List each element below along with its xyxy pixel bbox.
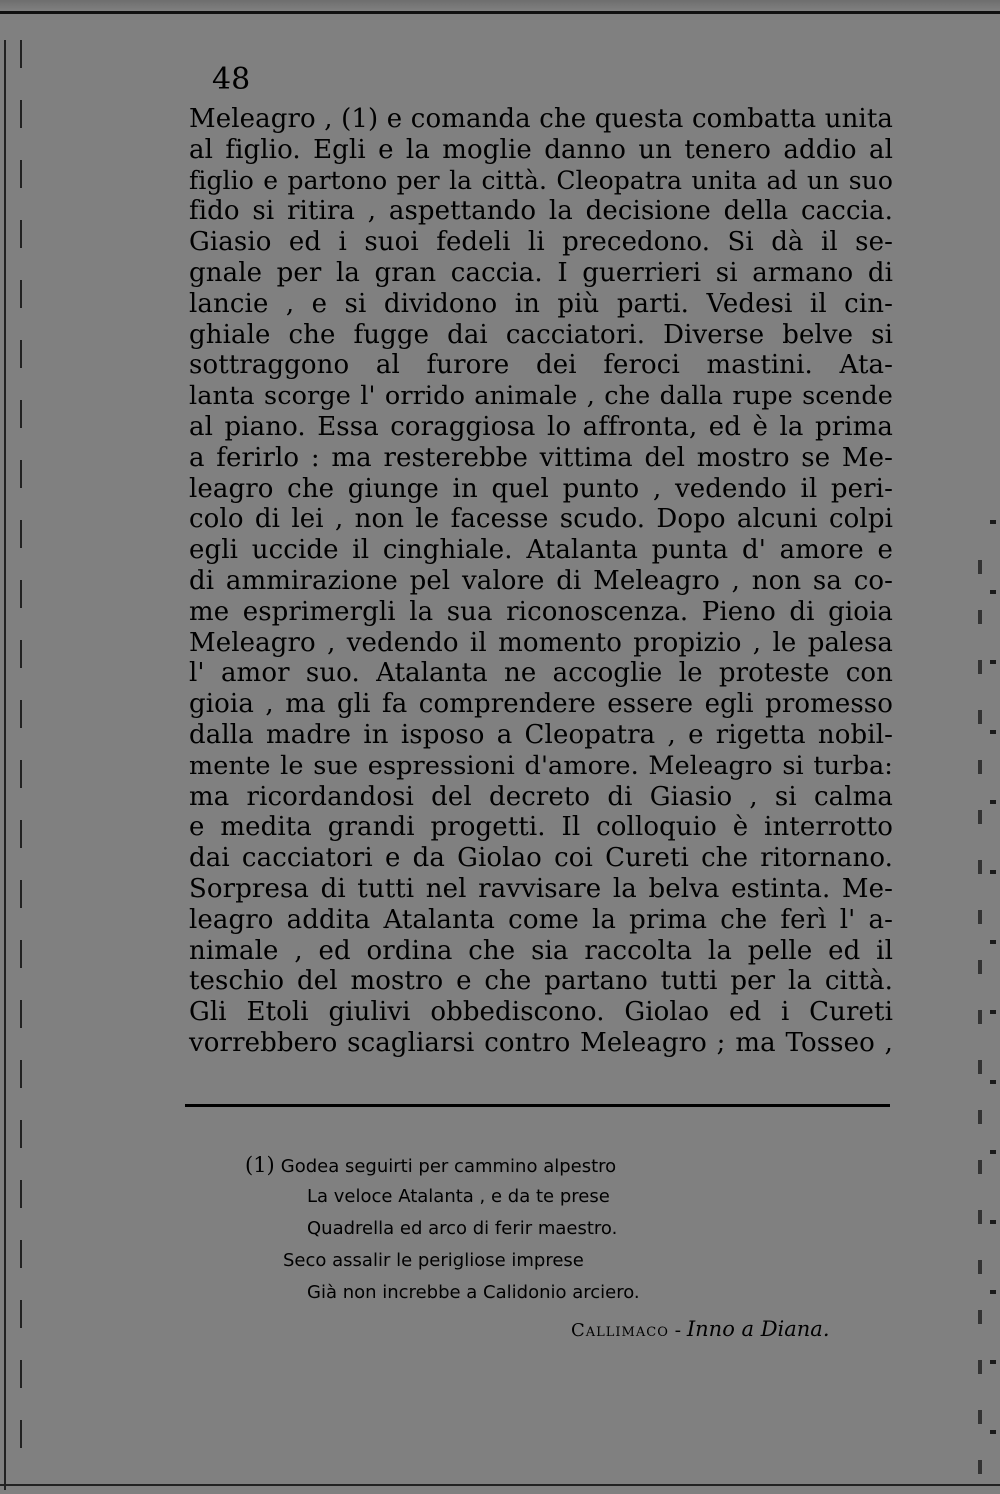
text-line: lancie , e si dividono in più parti. Vedesi il cin- (189, 288, 893, 319)
page-bottom-edge (0, 1484, 1000, 1494)
text-line: sottraggono al furore dei feroci mastini. Ata- (189, 350, 893, 381)
text-line: Giasio ed i suoi fedeli li precedono. Si dà il se- (189, 227, 893, 258)
footnote-verse: Quadrella ed arco di ferir maestro. (307, 1218, 618, 1239)
text-line: ma ricordandosi del decreto di Giasio , si calma (189, 781, 893, 812)
page-top-edge (0, 0, 1000, 14)
text-line: di ammirazione pel valore di Meleagro , non sa co- (189, 565, 893, 596)
text-line: mente le sue espressioni d'amore. Meleagro si turba: (189, 750, 893, 781)
footnote-verse: Già non increbbe a Calidonio arciero. (307, 1282, 640, 1303)
attribution-work: Inno a Diana. (686, 1317, 830, 1341)
footnote-line-4 (283, 1250, 584, 1272)
text-line: teschio del mostro e che partano tutti per la città. (189, 966, 893, 997)
page-left-edge (4, 40, 28, 1490)
text-line: al piano. Essa coraggiosa lo affronta, ed è la prima (189, 411, 893, 442)
text-line: leagro addita Atalanta come la prima che ferì l' a- (189, 904, 893, 935)
attribution-author: Callimaco (571, 1320, 669, 1341)
page-number: 48 (212, 62, 251, 97)
text-line: dai cacciatori e da Giolao coi Cureti che ritornano. (189, 843, 893, 874)
text-line: vorrebbero scagliarsi contro Meleagro ; ma Tosseo , (189, 1027, 893, 1058)
footnote-separator-rule (185, 1104, 890, 1107)
footnote-line-1 (245, 1154, 616, 1178)
main-text-block (189, 104, 893, 1059)
attribution-separator: - (674, 1320, 682, 1341)
text-line: leagro che giunge in quel punto , vedendo il peri- (189, 473, 893, 504)
text-line: me esprimergli la sua riconoscenza. Pieno di gioia (189, 596, 893, 627)
footnote-verse: Seco assalir le perigliose imprese (283, 1250, 584, 1271)
text-line: Meleagro , vedendo il momento propizio , le palesa (189, 627, 893, 658)
text-line: Sorpresa di tutti nel ravvisare la belva estinta. Me- (189, 873, 893, 904)
text-line: gioia , ma gli fa comprendere essere egli promesso (189, 689, 893, 720)
footnote-verse: La veloce Atalanta , e da te prese (307, 1186, 610, 1207)
text-line: lanta scorge l' orrido animale , che dalla rupe scende (189, 381, 893, 412)
text-line: Gli Etoli giulivi obbediscono. Giolao ed i Cureti (189, 997, 893, 1028)
text-line: nimale , ed ordina che sia raccolta la pelle ed il (189, 935, 893, 966)
footnote-attribution (571, 1317, 830, 1341)
footnote-line-5 (307, 1282, 640, 1304)
text-line: al figlio. Egli e la moglie danno un tenero addio al (189, 134, 893, 165)
text-line: a ferirlo : ma resterebbe vittima del mostro se Me- (189, 442, 893, 473)
footnote-line-2 (307, 1186, 610, 1208)
footnote-verse: Godea seguirti per cammino alpestro (280, 1156, 617, 1177)
text-line: ghiale che fugge dai cacciatori. Diverse belve si (189, 319, 893, 350)
footnote-marker: (1) (245, 1153, 275, 1177)
text-line: l' amor suo. Atalanta ne accoglie le proteste con (189, 658, 893, 689)
text-line: dalla madre in isposo a Cleopatra , e rigetta nobil- (189, 719, 893, 750)
text-line: Meleagro , (1) e comanda che questa combatta unita (189, 104, 893, 134)
footnote-line-3 (307, 1218, 617, 1240)
page-right-edge (960, 520, 1000, 1490)
text-line: fido si ritira , aspettando la decisione della caccia. (189, 196, 893, 227)
text-line: figlio e partono per la città. Cleopatra unita ad un suo (189, 165, 893, 195)
text-line: gnale per la gran caccia. I guerrieri si armano di (189, 257, 893, 288)
text-line: colo di lei , non le facesse scudo. Dopo alcuni colpi (189, 504, 893, 535)
text-line: egli uccide il cinghiale. Atalanta punta d' amore e (189, 535, 893, 566)
text-line: e medita grandi progetti. Il colloquio è interrotto (189, 812, 893, 843)
